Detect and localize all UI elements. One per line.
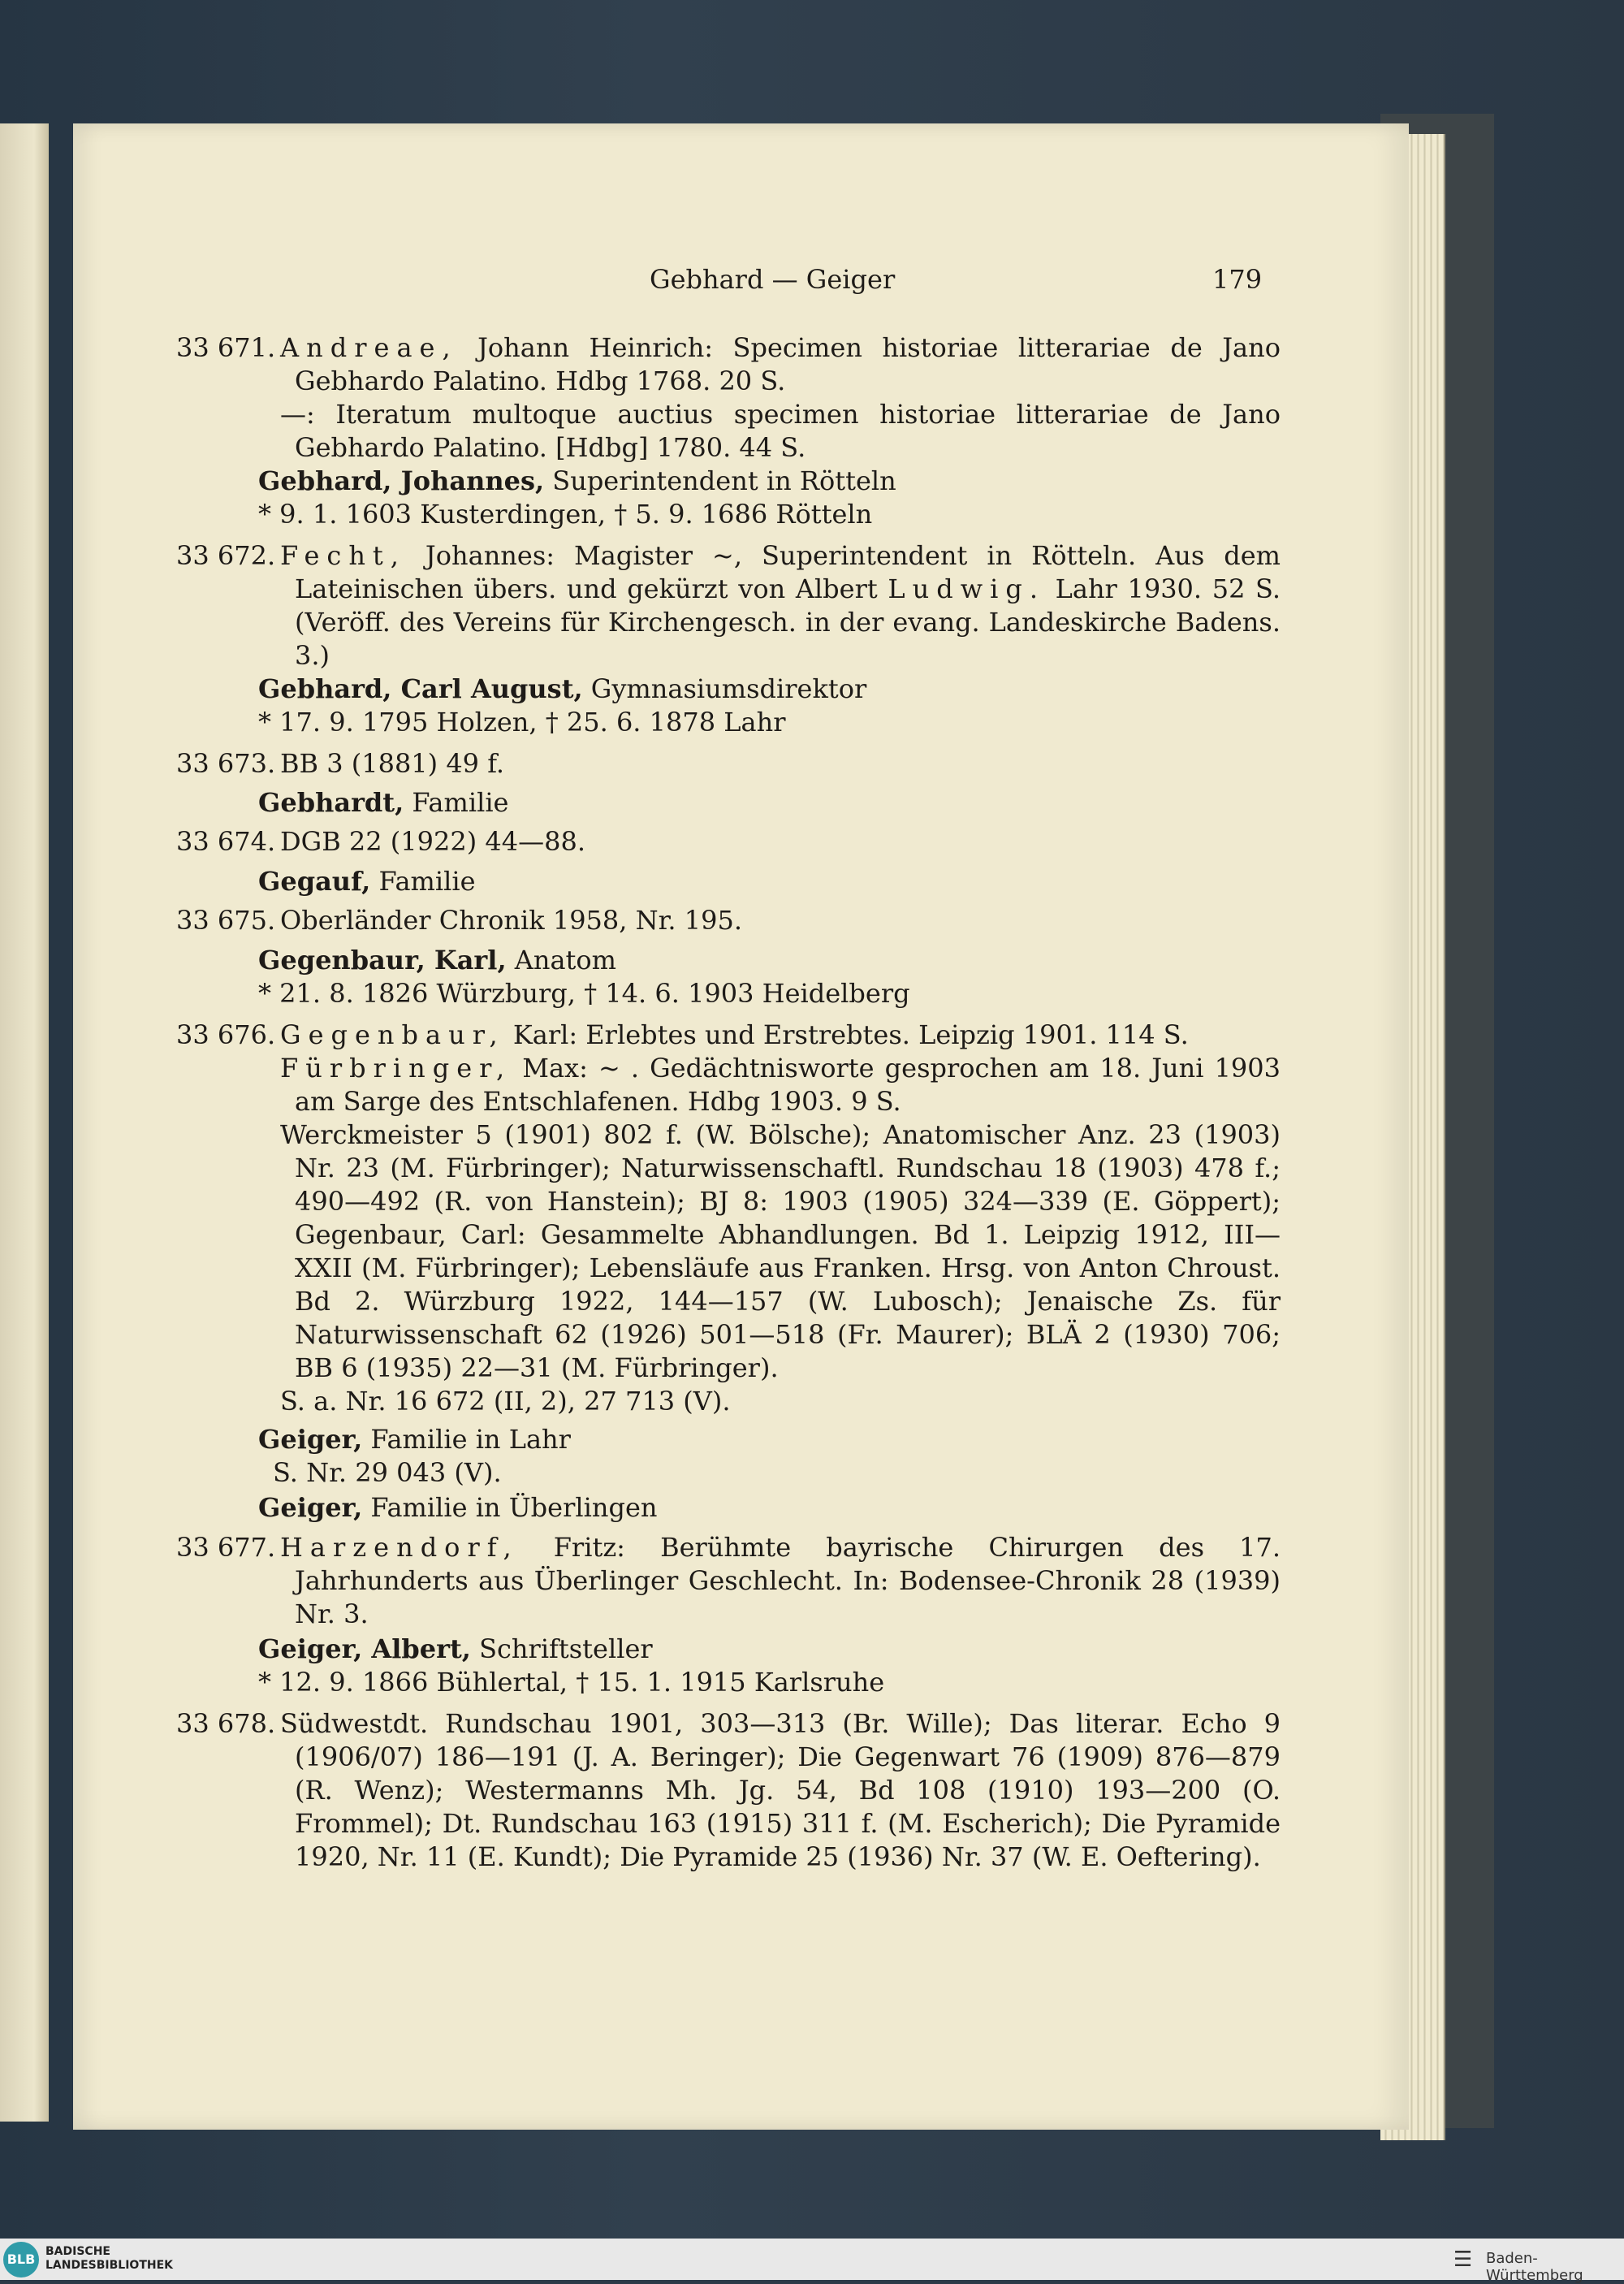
author-name-2: Fürbringer, bbox=[280, 1053, 512, 1084]
entry-number: 33 678. bbox=[176, 1708, 276, 1739]
entry-number: 33 676. bbox=[176, 1019, 276, 1050]
entry-text: Oberländer Chronik 1958, Nr. 195. bbox=[280, 905, 742, 936]
heading-gegenbaur bbox=[258, 944, 1281, 1010]
entry-33674 bbox=[176, 825, 1281, 859]
person-role: Familie bbox=[404, 787, 509, 818]
entry-33677 bbox=[176, 1531, 1281, 1631]
entry-body-text: Karl: Erlebtes und Erstrebtes. Leipzig 1901. 114 S. bbox=[504, 1019, 1189, 1050]
heading-gebhard-johannes bbox=[258, 465, 1281, 531]
see-reference: S. Nr. 29 043 (V). bbox=[273, 1457, 502, 1488]
baden-wuerttemberg-crest-icon: ☰ bbox=[1453, 2247, 1473, 2272]
facing-page-edge bbox=[0, 123, 49, 2122]
entry-33671 bbox=[176, 331, 1281, 465]
entry-subtext: —: Iteratum multoque auctius specimen historiae litterariae de Jano Gebhardo Palatino. [Hdbg] 1780. 44 S. bbox=[280, 399, 1281, 463]
entry-text bbox=[280, 331, 1281, 398]
entry-text bbox=[280, 1019, 1281, 1052]
entry-number: 33 675. bbox=[176, 905, 276, 936]
page-content bbox=[73, 123, 1409, 2130]
person-role: Familie bbox=[370, 866, 476, 897]
heading-geiger-albert bbox=[258, 1633, 1281, 1699]
blb-line-1: BADISCHE bbox=[45, 2245, 110, 2258]
person-name: Gebhardt, bbox=[258, 787, 404, 818]
heading-gebhard-carl bbox=[258, 673, 1281, 739]
author-name: Andreae, bbox=[280, 332, 458, 363]
entry-see-also: S. a. Nr. 16 672 (II, 2), 27 713 (V). bbox=[280, 1386, 731, 1417]
person-role: Anatom bbox=[506, 945, 617, 975]
book-page bbox=[73, 123, 1409, 2130]
blb-logo-icon[interactable]: BLB bbox=[3, 2242, 39, 2278]
entry-number: 33 677. bbox=[176, 1532, 276, 1563]
author-name-2: Ludwig. bbox=[888, 573, 1045, 604]
entry-number: 33 672. bbox=[176, 540, 276, 571]
entry-33678 bbox=[176, 1707, 1281, 1874]
author-name: Fecht, bbox=[280, 540, 406, 571]
person-role: Gymnasiumsdirektor bbox=[582, 673, 867, 704]
entry-33673 bbox=[176, 747, 1281, 781]
person-dates: * 12. 9. 1866 Bühlertal, † 15. 1. 1915 Karlsruhe bbox=[258, 1667, 885, 1698]
page-number: 179 bbox=[1212, 264, 1263, 295]
entry-literature: Werckmeister 5 (1901) 802 f. (W. Bölsche); Anatomischer Anz. 23 (1903) Nr. 23 (M. Fürbringer); Naturwissenschaftl. Rundschau 18 (1903) 478 f.; 490—492 (R. von Hanstein); BJ 8: 1903 (1905) 324—339 (E. Göppert); Gegenbaur, Carl: Gesammelte Abhandlungen. Bd 1. Leipzig 1912, III—XXII (M. Fürbringer); Lebensläufe aus Franken. Hrsg. von Anton Chroust. Bd 2. Würzburg 1922, 144—157 (W. Lubosch); Jenaische Zs. für Naturwissenschaft 62 (1926) 501—518 (Fr. Maurer); BLÄ 2 (1930) 706; BB 6 (1935) 22—31 (M. Fürbringer). bbox=[280, 1119, 1281, 1383]
heading-gebhardt bbox=[258, 786, 1281, 820]
person-role: Familie in Lahr bbox=[362, 1424, 571, 1455]
person-role: Familie in Überlingen bbox=[362, 1492, 658, 1523]
entry-text bbox=[280, 539, 1281, 673]
person-name: Gebhard, Carl August, bbox=[258, 673, 583, 704]
entry-body-text: Fritz: Berühmte bayrische Chirurgen des 17. Jahrhunderts aus Überlinger Geschlecht. In: Bodensee-Chronik 28 (1939) Nr. 3. bbox=[295, 1532, 1281, 1629]
entry-33672 bbox=[176, 539, 1281, 673]
entry-text: DGB 22 (1922) 44—88. bbox=[280, 826, 585, 857]
entry-text: Südwestdt. Rundschau 1901, 303—313 (Br. Wille); Das literar. Echo 9 (1906/07) 186—191 (J. A. Beringer); Die Gegenwart 76 (1909) 876—879 (R. Wenz); Westermanns Mh. Jg. 54, Bd 108 (1910) 193—200 (O. Frommel); Dt. Rundschau 163 (1915) 311 f. (M. Escherich); Die Pyramide 1920, Nr. 11 (E. Kundt); Die Pyramide 25 (1936) Nr. 37 (W. E. Oeftering). bbox=[280, 1708, 1281, 1872]
entry-body-text-2: Max: ~ . Gedächtnisworte gesprochen am 18. Juni 1903 am Sarge des Entschlafenen. Hdbg 1903. 9 S. bbox=[295, 1053, 1281, 1117]
entry-body-text: Johannes: Magister ~, Superintendent in Rötteln. Aus dem Lateinischen übers. und gekürzt von Albert bbox=[295, 540, 1281, 604]
person-name: Geiger, bbox=[258, 1424, 363, 1455]
entry-text: BB 3 (1881) 49 f. bbox=[280, 748, 505, 779]
running-head: Gebhard — Geiger bbox=[650, 264, 896, 295]
heading-geiger-ueberlingen bbox=[258, 1491, 1281, 1525]
person-dates: * 9. 1. 1603 Kusterdingen, † 5. 9. 1686 Rötteln bbox=[258, 499, 873, 530]
person-role: Superintendent in Rötteln bbox=[544, 465, 896, 496]
entry-33676 bbox=[176, 1019, 1281, 1418]
entry-body-text: Johann Heinrich: Specimen historiae litterariae de Jano Gebhardo Palatino. Hdbg 1768. 20 S. bbox=[295, 332, 1281, 396]
baden-wuerttemberg-wordmark[interactable]: Baden-Württemberg bbox=[1486, 2250, 1583, 2284]
heading-geiger-lahr bbox=[258, 1423, 1281, 1490]
author-name: Gegenbaur, bbox=[280, 1019, 505, 1050]
blb-line-2: LANDESBIBLIOTHEK bbox=[45, 2259, 174, 2272]
person-dates: * 17. 9. 1795 Holzen, † 25. 6. 1878 Lahr bbox=[258, 707, 786, 738]
heading-gegauf bbox=[258, 865, 1281, 898]
author-name: Harzendorf, bbox=[280, 1532, 519, 1563]
entry-number: 33 673. bbox=[176, 748, 276, 779]
person-name: Geiger, Albert, bbox=[258, 1633, 471, 1664]
entry-number: 33 671. bbox=[176, 332, 276, 363]
person-name: Gebhard, Johannes, bbox=[258, 465, 545, 496]
entry-33675 bbox=[176, 904, 1281, 937]
blb-wordmark[interactable] bbox=[45, 2245, 173, 2273]
viewer-footer bbox=[0, 2239, 1624, 2284]
entry-body-text-2: Lahr 1930. 52 S. (Veröff. des Vereins für Kirchengesch. in der evang. Landeskirche Badens. 3.) bbox=[295, 573, 1281, 671]
entry-text bbox=[280, 1531, 1281, 1631]
person-name: Gegenbaur, Karl, bbox=[258, 945, 507, 975]
person-dates: * 21. 8. 1826 Würzburg, † 14. 6. 1903 Heidelberg bbox=[258, 978, 910, 1009]
entry-subtext bbox=[280, 1052, 1281, 1118]
entry-number: 33 674. bbox=[176, 826, 276, 857]
person-name: Geiger, bbox=[258, 1492, 363, 1523]
person-name: Gegauf, bbox=[258, 866, 371, 897]
person-role: Schriftsteller bbox=[470, 1633, 653, 1664]
